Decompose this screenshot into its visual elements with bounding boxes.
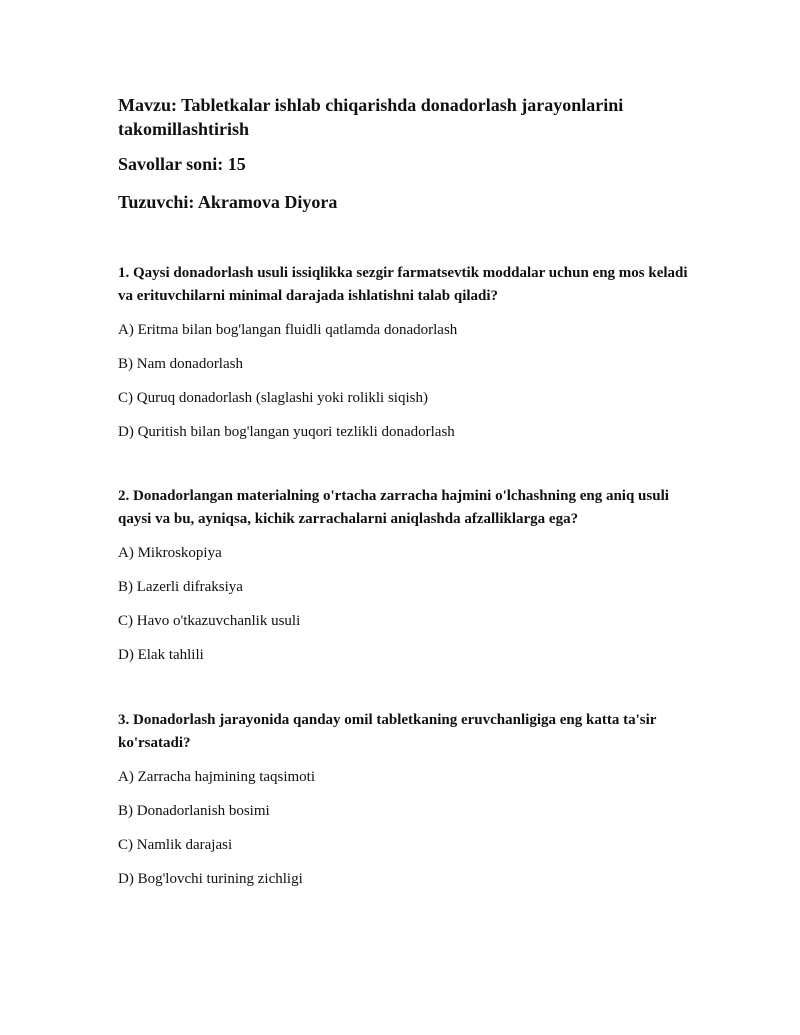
answer-option-c: C) Havo o'tkazuvchanlik usuli: [118, 613, 301, 629]
question-1: [118, 262, 698, 455]
answer-option-a: A) Eritma bilan bog'langan fluidli qatlamda donadorlash: [118, 322, 458, 338]
document-header: [118, 93, 698, 214]
question-3: [118, 709, 698, 902]
question-count: Savollar soni: 15: [118, 154, 246, 174]
question-text: 2. Donadorlangan materialning o'rtacha zarracha hajmini o'lchashning eng aniq usuli qaysi va bu, ayniqsa, kichik zarrachalarni aniqlashda afzalliklarga ega?: [118, 488, 669, 527]
author-line: Tuzuvchi: Akramova Diyora: [118, 192, 338, 212]
answer-option-d: D) Elak tahlili: [118, 647, 204, 663]
answer-option-d: D) Quritish bilan bog'langan yuqori tezlikli donadorlash: [118, 424, 455, 440]
answer-option-d: D) Bog'lovchi turining zichligi: [118, 871, 303, 887]
question-2: [118, 485, 698, 678]
answer-option-b: B) Lazerli difraksiya: [118, 579, 243, 595]
answer-option-b: B) Nam donadorlash: [118, 356, 243, 372]
question-text: 3. Donadorlash jarayonida qanday omil tabletkaning eruvchanligiga eng katta ta'sir ko'rsatadi?: [118, 712, 657, 751]
answer-option-c: C) Namlik darajasi: [118, 837, 233, 853]
answer-option-a: A) Mikroskopiya: [118, 545, 222, 561]
answer-option-b: B) Donadorlanish bosimi: [118, 803, 270, 819]
answer-option-c: C) Quruq donadorlash (slaglashi yoki rolikli siqish): [118, 390, 428, 406]
document-title: Mavzu: Tabletkalar ishlab chiqarishda donadorlash jarayonlarini takomillashtirish: [118, 95, 624, 139]
question-text: 1. Qaysi donadorlash usuli issiqlikka sezgir farmatsevtik moddalar uchun eng mos keladi va erituvchilarni minimal darajada ishlatishni talab qiladi?: [118, 265, 688, 304]
answer-option-a: A) Zarracha hajmining taqsimoti: [118, 769, 316, 785]
